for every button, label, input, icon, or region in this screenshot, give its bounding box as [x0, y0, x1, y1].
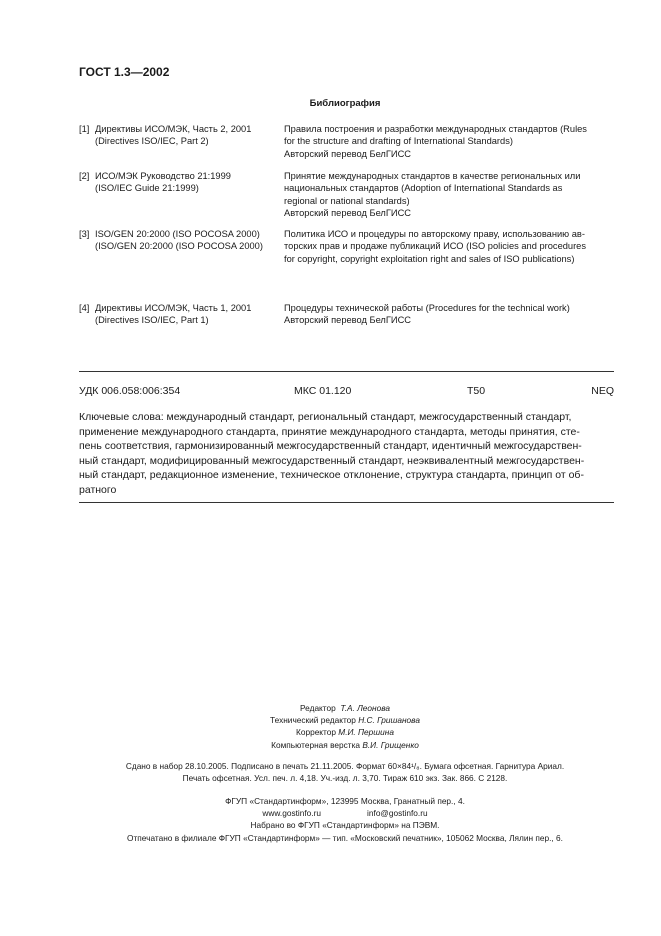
keywords-line: ный стандарт, редакционное изменение, техническое отклонение, структура стандарта, принцип от об-: [79, 469, 584, 482]
keywords-line: ный стандарт, модифицированный межгосударственный стандарт, неэквивалентный межгосударствен-: [79, 454, 585, 467]
keywords-line: пень соответствия, гармонизированный межгосударственный стандарт, идентичный межгосударствен-: [79, 440, 582, 453]
credit-name: Н.С. Гришанова: [358, 715, 420, 726]
credit-line: [0, 726, 661, 738]
credit-name: В.И. Грищенко: [362, 739, 419, 750]
print-info-block: [0, 760, 661, 784]
title-line: торских прав и продаже публикаций ИСО (ISO policies and procedures: [284, 241, 586, 252]
title-line: национальных стандартов (Adoption of International Standards as: [284, 183, 563, 194]
title-line: Авторский перевод БелГИСС: [284, 208, 412, 219]
entry-title: [284, 228, 615, 265]
source-line: Директивы ИСО/МЭК, Часть 2, 2001: [95, 124, 252, 134]
title-line: for the structure and drafting of International Standards): [284, 136, 513, 147]
source-line: ISO/GEN 20:2000 (ISO POCOSA 2000): [95, 229, 260, 239]
title-line: Принятие международных стандартов в качестве региональных или: [284, 171, 581, 181]
source-line: Директивы ИСО/МЭК, Часть 1, 2001: [95, 303, 252, 313]
entry-title: [284, 170, 615, 220]
document-code: ГОСТ 1.3—2002: [79, 65, 170, 79]
credit-role: Редактор: [300, 703, 336, 713]
entry-number: [2]: [79, 171, 90, 181]
entry-title: [284, 123, 615, 160]
title-line: Авторский перевод БелГИСС: [284, 315, 412, 326]
title-line: Правила построения и разработки международных стандартов (Rules: [284, 124, 587, 134]
entry-source: [95, 123, 285, 148]
title-line: Политика ИСО и процедуры по авторскому праву, использованию ав-: [284, 229, 585, 239]
source-line: (ISO/IEC Guide 21:1999): [95, 183, 199, 194]
bibliography-title: Библиография: [309, 98, 381, 109]
publisher-line: ФГУП «Стандартинформ», 123995 Москва, Гранатный пер., 4.: [225, 796, 465, 806]
bottom-divider: [79, 502, 614, 503]
entry-title: [284, 302, 615, 327]
print-line: Печать офсетная. Усл. печ. л. 4,18. Уч.-изд. л. 3,70. Тираж 610 экз. Зак. 866. С 2128.: [182, 773, 508, 784]
credit-name: Т.А. Леонова: [340, 703, 390, 713]
keywords-line: применение международного стандарта, принятие международного стандарта, методы принятия, сте-: [79, 425, 580, 438]
print-line: Сдано в набор 28.10.2005. Подписано в печать 21.11.2005. Формат 60×84¹/₈. Бумага офсетная. Гарнитура Ариал.: [125, 761, 565, 771]
source-line: (Directives ISO/IEC, Part 2): [95, 136, 209, 147]
source-line: (Directives ISO/IEC, Part 1): [95, 315, 209, 326]
udc-code: УДК 006.058:006:354: [79, 385, 181, 397]
publisher-line: www.gostinfo.ru info@gostinfo.ru: [262, 808, 428, 819]
source-line: ИСО/МЭК Руководство 21:1999: [95, 171, 231, 181]
title-line: Процедуры технической работы (Procedures for the technical work): [284, 303, 570, 313]
credit-line: [0, 739, 661, 751]
entry-number: [3]: [79, 229, 90, 239]
keywords-paragraph: [79, 410, 614, 498]
credit-role: Компьютерная верстка: [271, 739, 360, 750]
publisher-line: Набрано во ФГУП «Стандартинформ» на ПЭВМ.: [250, 820, 440, 831]
title-line: regional or national standards): [284, 195, 410, 206]
title-line: Авторский перевод БелГИСС: [284, 148, 412, 159]
keywords-line: Ключевые слова: международный стандарт, региональный стандарт, межгосударственный стандарт,: [79, 411, 572, 423]
entry-source: [95, 302, 285, 327]
neq-code: NEQ: [591, 385, 614, 397]
entry-source: [95, 228, 285, 253]
credit-role: Технический редактор: [270, 715, 356, 726]
top-divider: [79, 371, 614, 372]
source-line: (ISO/GEN 20:2000 (ISO POCOSA 2000): [95, 241, 263, 252]
mks-code: МКС 01.120: [294, 385, 352, 397]
entry-number: [1]: [79, 124, 90, 134]
t-code: Т50: [467, 385, 486, 397]
credit-line: [0, 702, 661, 714]
credit-line: [0, 714, 661, 726]
credit-name: М.И. Першина: [338, 727, 394, 738]
classification-row: [79, 385, 614, 399]
entry-source: [95, 170, 285, 195]
entry-number: [4]: [79, 303, 90, 313]
keywords-line: ратного: [79, 483, 117, 496]
publisher-block: [0, 795, 661, 844]
credits-block: [0, 702, 661, 751]
publisher-line: Отпечатано в филиале ФГУП «Стандартинформ» — тип. «Московский печатник», 105062 Москва, Лялин пер., 6.: [127, 832, 563, 843]
credit-role: Корректор: [296, 727, 336, 738]
title-line: for copyright, copyright exploitation right and sales of ISO publications): [284, 253, 575, 264]
